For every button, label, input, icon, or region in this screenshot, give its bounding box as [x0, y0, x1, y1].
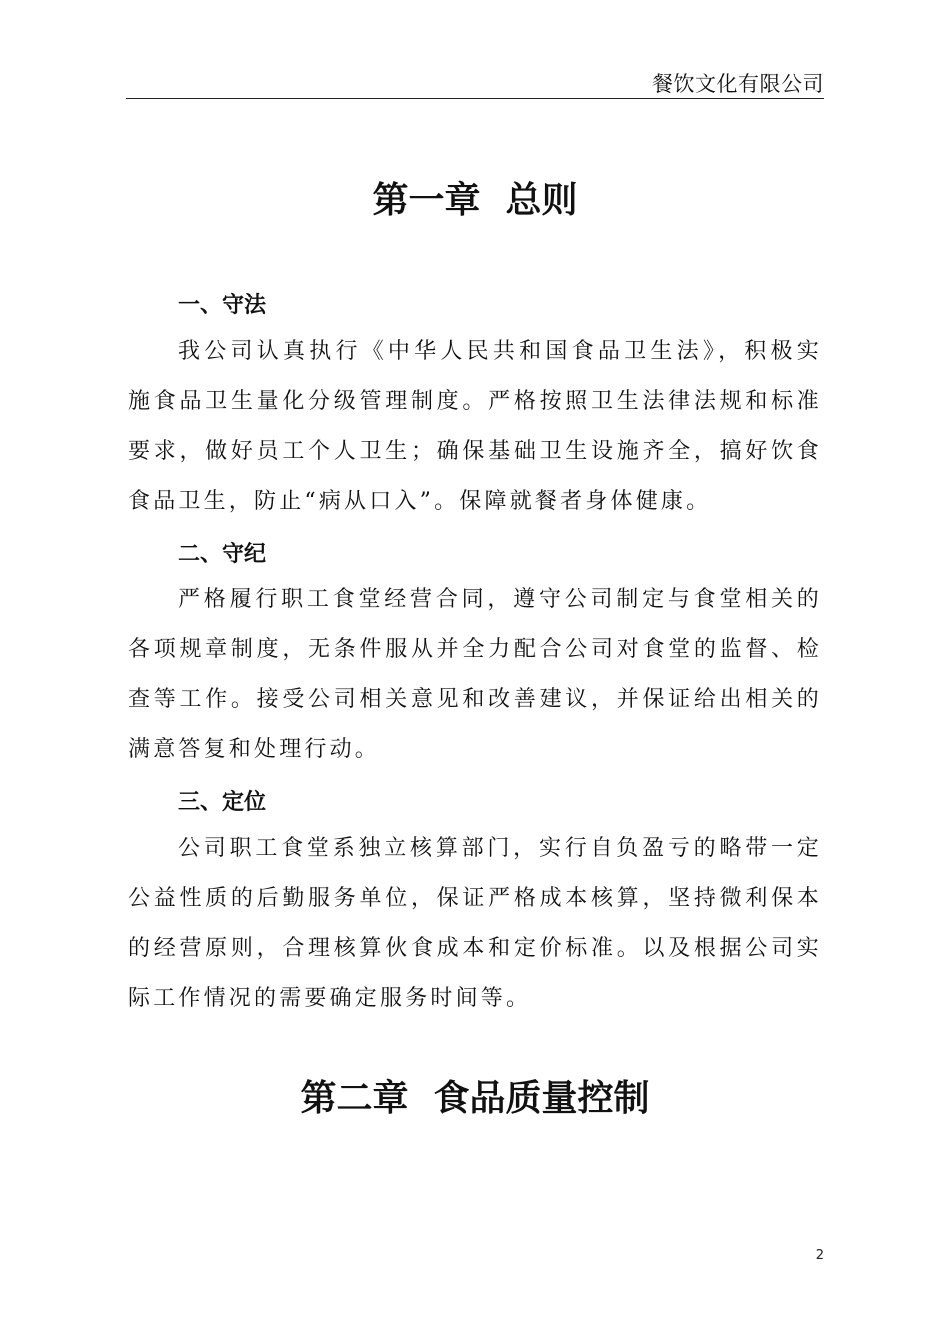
company-name: 餐饮文化有限公司: [652, 72, 824, 96]
section-heading-3: 三、定位: [178, 790, 267, 815]
section-body-2: 严格履行职工食堂经营合同，遵守公司制定与食堂相关的各项规章制度，无条件服从并全力配合公司对食堂的监督、检查等工作。接受公司相关意见和改善建议，并保证给出相关的满意答复和处理行动。: [128, 587, 822, 762]
header-divider: [126, 98, 824, 99]
chapter-1-title: 第一章 总则: [372, 179, 578, 221]
page-number: 2: [815, 1248, 824, 1263]
section-heading-2: 二、守纪: [178, 542, 267, 567]
section-body-3: 公司职工食堂系独立核算部门，实行自负盈亏的略带一定公益性质的后勤服务单位，保证严格成本核算，坚持微利保本的经营原则，合理核算伙食成本和定价标准。以及根据公司实际工作情况的需要确定服务时间等。: [128, 836, 822, 1011]
section-body-1: 我公司认真执行《中华人民共和国食品卫生法》，积极实施食品卫生量化分级管理制度。严格按照卫生法律法规和标准要求，做好员工个人卫生；确保基础卫生设施齐全，搞好饮食食品卫生，防止“病从口入”。保障就餐者身体健康。: [128, 339, 822, 514]
section-heading-1: 一、守法: [178, 293, 267, 318]
chapter-2-title: 第二章 食品质量控制: [300, 1077, 650, 1119]
